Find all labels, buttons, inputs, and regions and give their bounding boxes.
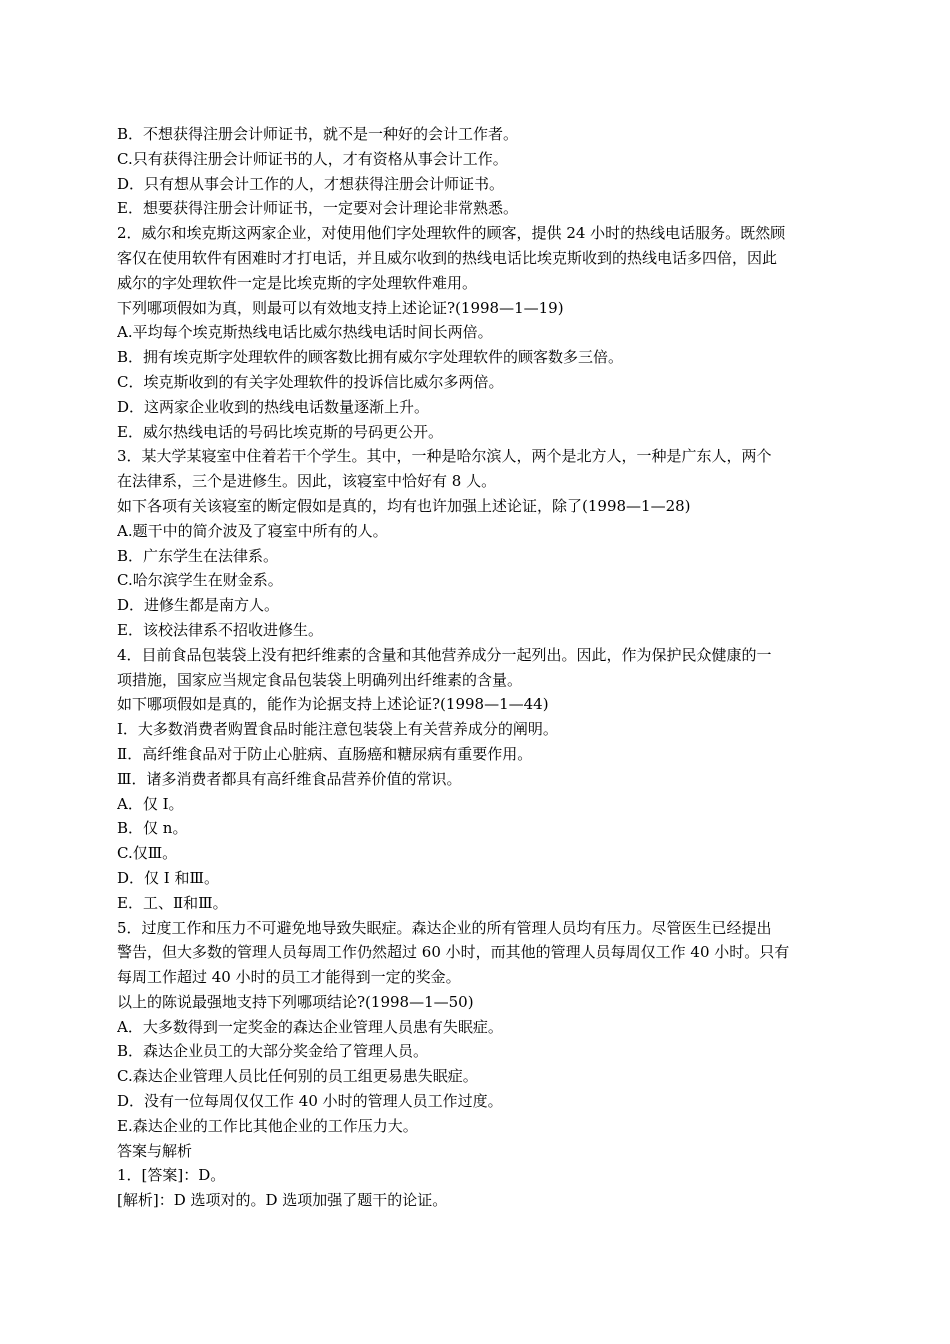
option-5e: E.森达企业的工作比其他企业的工作压力大。: [117, 1116, 418, 1135]
question-2-stem: 客仅在使用软件有困难时才打电话，并且威尔收到的热线电话比埃克斯收到的热线电话多四倍，因此: [117, 248, 778, 267]
option-3b: B．广东学生在法律系。: [117, 546, 279, 565]
question-3-stem: 3．某大学某寝室中住着若干个学生。其中，一种是哈尔滨人，两个是北方人，一种是广东人，两个: [117, 447, 772, 466]
question-3-prompt: 如下各项有关该寝室的断定假如是真的，均有也许加强上述论证，除了(1998—1—28): [117, 496, 691, 515]
option-2e: E．威尔热线电话的号码比埃克斯的号码更公开。: [117, 422, 443, 441]
option-2b: B．拥有埃克斯字处理软件的顾客数比拥有威尔字处理软件的顾客数多三倍。: [117, 348, 624, 367]
option-3c: C.哈尔滨学生在财金系。: [117, 571, 283, 590]
question-4-prompt: 如下哪项假如是真的，能作为论据支持上述论证?(1998—1—44): [117, 695, 549, 714]
question-5-stem: 每周工作超过 40 小时的员工才能得到一定的奖金。: [117, 968, 461, 987]
answers-heading: 答案与解析: [117, 1141, 193, 1160]
document-body: [117, 122, 862, 1213]
question-5-stem: 5．过度工作和压力不可避免地导致失眠症。森达企业的所有管理人员均有压力。尽管医生已经提出: [117, 918, 772, 937]
option-2d: D．这两家企业收到的热线电话数量逐渐上升。: [117, 397, 430, 416]
option-3e: E．该校法律系不招收进修生。: [117, 620, 323, 639]
question-2-prompt: 下列哪项假如为真，则最可以有效地支持上述论证?(1998—1—19): [117, 298, 564, 317]
question-4-stem: 项措施，国家应当规定食品包装袋上明确列出纤维素的含量。: [117, 670, 523, 689]
option-1e: E．想要获得注册会计师证书，一定要对会计理论非常熟悉。: [117, 199, 518, 218]
option-4b: B．仅 n。: [117, 819, 188, 838]
option-4d: D．仅 I 和Ⅲ。: [117, 868, 219, 887]
option-3d: D．进修生都是南方人。: [117, 596, 280, 615]
question-5-prompt: 以上的陈说最强地支持下列哪项结论?(1998—1—50): [117, 992, 474, 1011]
option-2c: C．埃克斯收到的有关字处理软件的投诉信比威尔多两倍。: [117, 372, 504, 391]
option-1b: B．不想获得注册会计师证书，就不是一种好的会计工作者。: [117, 125, 519, 143]
option-1d: D．只有想从事会计工作的人，才想获得注册会计师证书。: [117, 174, 505, 193]
question-2-stem: 威尔的字处理软件一定是比埃克斯的字处理软件难用。: [117, 273, 478, 292]
option-4c: C.仅Ⅲ。: [117, 844, 178, 863]
answer-1: 1．[答案]：D。: [117, 1166, 226, 1185]
option-5c: C.森达企业管理人员比任何别的员工组更易患失眠症。: [117, 1067, 478, 1086]
question-4-stem: 4．目前食品包装袋上没有把纤维素的含量和其他营养成分一起列出。因此，作为保护民众健康的一: [117, 645, 772, 664]
option-5b: B．森达企业员工的大部分奖金给了管理人员。: [117, 1042, 429, 1061]
question-5-stem: 警告，但大多数的管理人员每周工作仍然超过 60 小时，而其他的管理人员每周仅工作 40 小时。只有: [117, 943, 790, 962]
explanation-1: [解析]：D 选项对的。D 选项加强了题干的论证。: [117, 1191, 448, 1210]
option-4a: A．仅 I。: [117, 794, 184, 813]
statement-4-ii: Ⅱ．高纤维食品对于防止心脏病、直肠癌和糖尿病有重要作用。: [117, 744, 533, 763]
question-3-stem: 在法律系，三个是进修生。因此，该寝室中恰好有 8 人。: [117, 472, 497, 491]
option-5a: A．大多数得到一定奖金的森达企业管理人员患有失眠症。: [117, 1017, 503, 1036]
option-3a: A.题干中的简介波及了寝室中所有的人。: [117, 521, 388, 540]
option-5d: D．没有一位每周仅仅工作 40 小时的管理人员工作过度。: [117, 1092, 503, 1111]
statement-4-iii: Ⅲ．诸多消费者都具有高纤维食品营养价值的常识。: [117, 769, 462, 788]
option-2a: A.平均每个埃克斯热线电话比威尔热线电话时间长两倍。: [117, 323, 493, 342]
question-2-stem: 2．威尔和埃克斯这两家企业，对使用他们字处理软件的顾客，提供 24 小时的热线电话服务。既然顾: [117, 224, 786, 243]
statement-4-i: I．大多数消费者购置食品时能注意包装袋上有关营养成分的阐明。: [117, 720, 558, 739]
option-1c: C.只有获得注册会计师证书的人，才有资格从事会计工作。: [117, 149, 508, 168]
option-4e: E．工、Ⅱ和Ⅲ。: [117, 893, 228, 912]
